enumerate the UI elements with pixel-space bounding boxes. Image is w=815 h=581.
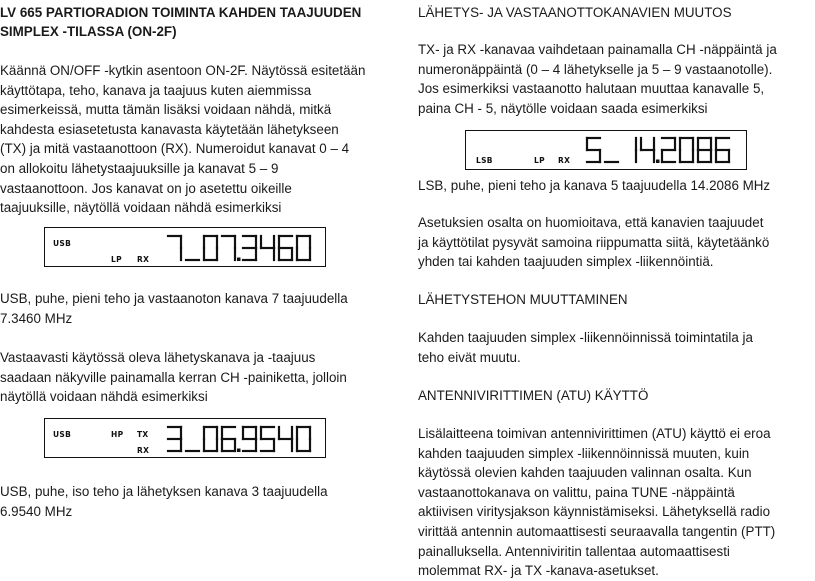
digit-6	[279, 236, 292, 260]
paragraph-atu	[418, 424, 815, 581]
power-indicator: LP	[111, 255, 122, 264]
digit-0	[204, 427, 217, 451]
text-line: Lisälaitteena toimivan antennivirittimen (ATU) käyttö ei eroa	[418, 426, 771, 441]
mode-indicator: USB	[53, 430, 72, 439]
intro-paragraph	[0, 61, 400, 218]
text-line: paina CH - 5, näytölle voidaan saada esimerkiksi	[418, 100, 708, 116]
text-line: käyttötapa, teho, kanava ja taajuus kuten aiemmissa	[0, 82, 312, 98]
text-line: Kahden taajuuden simplex -liikennöinnissä toimintatila ja	[418, 330, 753, 345]
paragraph-channel-change	[418, 40, 813, 118]
digit-3	[168, 427, 181, 451]
segment-readout	[165, 424, 323, 454]
text-line: saadaan näkyville painamalla kerran CH -painiketta, jolloin	[0, 369, 347, 385]
digit-0	[204, 236, 217, 260]
text-line: näytöllä voidaan nähdä esimerkiksi	[0, 389, 208, 405]
digit-0	[297, 236, 310, 260]
digit-8	[698, 138, 711, 162]
lcd-display-1	[44, 227, 326, 267]
digit-0	[297, 427, 310, 451]
digit-4	[279, 427, 292, 451]
text-line: numeronäppäintä (0 – 4 lähetykselle ja 5 – 9 vastaanotolle).	[418, 61, 773, 77]
power-indicator: LP	[534, 156, 545, 165]
rx-indicator: RX	[137, 255, 150, 264]
digit-4	[261, 236, 274, 260]
digit-6	[222, 427, 235, 451]
text-line: USB, puhe, pieni teho ja vastaanoton kanava 7 taajuudella	[0, 291, 348, 306]
text-line: Jos esimerkiksi vastaanotto halutaan muuttaa kanavalle 5,	[418, 81, 765, 97]
paragraph-settings	[418, 213, 815, 272]
text-line: (TX) ja mitä vastaanottoon (RX). Numeroidut kanavat 0 – 4	[0, 141, 350, 157]
text-line: 6.9540 MHz	[0, 503, 73, 519]
lcd-display-3	[465, 130, 747, 170]
text-line: käytössä olevien kahden taajuuden valinnan osalta. Kun	[418, 465, 752, 481]
text-line: Vastaavasti käytössä oleva lähetyskanava ja -taajuus	[0, 350, 316, 365]
text-line: teho eivät muutu.	[418, 349, 521, 365]
text-line: TX- ja RX -kanavaa vaihdetaan painamalla CH -näppäintä ja	[418, 42, 777, 57]
text-line: virittää antennin automaattisesti seuraavalla tangentin (PTT)	[418, 523, 776, 539]
decimal-point	[656, 160, 660, 164]
digit-4	[641, 138, 654, 162]
text-line: kahdesta esiasetetusta kanavasta käytetään lähetykseen	[0, 121, 339, 137]
caption-3: LSB, puhe, pieni teho ja kanava 5 taajuudella 14.2086 MHz	[418, 178, 771, 193]
text-line: kahden taajuuden simplex -liikennöinnissä muuten, kuin	[418, 445, 750, 461]
digit-5	[261, 427, 274, 451]
rx-indicator: RX	[137, 446, 150, 455]
digit-3	[243, 236, 256, 260]
decimal-point	[237, 449, 241, 453]
tx-indicator: TX	[137, 430, 149, 439]
text-line: taajuuksille, näytöllä voidaan nähdä esimerkiksi	[0, 200, 282, 216]
text-line: esimerkeissä, mutta tämän lisäksi voidaan nähdä, mitkä	[0, 102, 332, 118]
text-line: 7.3460 MHz	[0, 310, 73, 326]
section-heading-atu: ANTENNIVIRITTIMEN (ATU) KÄYTTÖ	[418, 388, 649, 403]
text-line: on allokoitu lähetystaajuuksille ja kanavat 5 – 9	[0, 160, 279, 176]
text-line: Käännä ON/OFF -kytkin asentoon ON-2F. Näytössä esitetään	[0, 63, 366, 78]
rx-indicator: RX	[558, 156, 571, 165]
text-line: vastaanottoon. Jos kanavat on jo asetettu oikeille	[0, 180, 292, 196]
title-line-1: LV 665 PARTIORADION TOIMINTA KAHDEN TAAJUUDEN	[0, 5, 362, 20]
digit-2	[662, 138, 675, 162]
paragraph-2	[0, 348, 400, 407]
text-line: yhden tai kahden taajuuden simplex -liikennöintiä.	[418, 254, 714, 270]
digit-9	[243, 427, 256, 451]
segment-readout	[584, 135, 742, 165]
section-heading-power: LÄHETYSTEHON MUUTTAMINEN	[418, 292, 628, 307]
paragraph-power	[418, 328, 813, 367]
text-line: aktiivisen viritysjakson käynnistämiseksi. Lähetyksellä radio	[418, 504, 771, 520]
section-heading-channel-change: LÄHETYS- JA VASTAANOTTOKANAVIEN MUUTOS	[418, 5, 732, 20]
caption-1	[0, 289, 400, 328]
lcd-display-2	[44, 418, 326, 458]
text-line: vastaanottokanava on valittu, paina TUNE -näppäintä	[418, 484, 735, 500]
text-line: ja käyttötilat pysyvät samoina riippumatta siitä, käytetäänkö	[418, 234, 770, 250]
power-indicator: HP	[111, 430, 124, 439]
digit-0	[680, 138, 693, 162]
mode-indicator: LSB	[476, 156, 493, 165]
title-line-2: SIMPLEX -TILASSA (ON-2F)	[0, 24, 177, 39]
text-line: molemmat RX- ja TX -kanava-asetukset.	[418, 563, 659, 579]
segment-readout	[165, 233, 323, 263]
text-line: Asetuksien osalta on huomioitava, että kanavien taajuudet	[418, 215, 764, 230]
digit-7	[168, 236, 181, 260]
caption-2	[0, 482, 400, 521]
document-title	[0, 3, 400, 41]
digit-5	[587, 138, 600, 162]
digit-6	[716, 138, 729, 162]
text-line: painalluksella. Antenniviritin tallentaa automaattisesti	[418, 543, 730, 559]
mode-indicator: USB	[53, 239, 72, 248]
digit-7	[222, 236, 235, 260]
decimal-point	[237, 258, 241, 262]
text-line: USB, puhe, iso teho ja lähetyksen kanava 3 taajuudella	[0, 484, 328, 499]
